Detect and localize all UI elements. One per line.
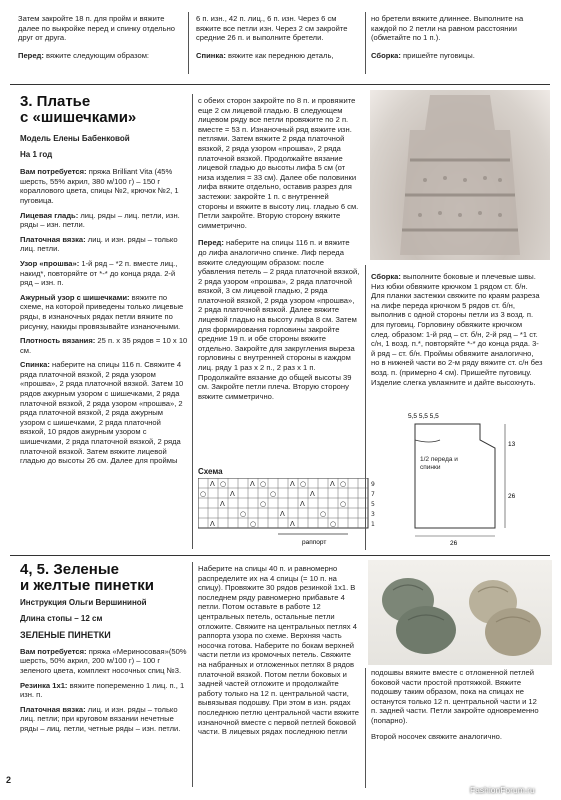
dress-assembly-label: Сборка:: [371, 272, 401, 281]
back-piece-text: наберите на спицы 116 п. Свяжите 4 ряда платочной вязкой, 2 ряда узором «прошва», 2 ряда платочной вязкой. Затем 10 рядов ажурным узором с шишечками, 2 ряда платочной вязкой, 2 ряда узором «прошва», 2 ряда платочной вязкой, 2 ряда ажурным узором с шишечками, 2 ряда платочной вязкой, 10 рядов ажурным узором с шишечками, 2 ряда платочной вязкой, 2 ряда платочной вязкой. Затем вяжите лицевой гладью до высоты 26 см. Далее для проймы: [20, 360, 184, 466]
dress-assembly-text: выполните боковые и плечевые швы. Низ юбки обвяжите крючком 1 рядом ст. б/н. Для планки застежки свяжите по краям разреза на лифе переда крючком 5 рядов ст. б/н, выполнив с одной стороны петли из 3 возд. п. для пуговиц. Горловину обвяжите крючком след. образом: 1-й ряд – ст. б/н, 2-й ряд – *1 ст. с/н, 1 возд. п.*, повторяйте *-* до конца ряда. 3-й ряд – ст. б/н. Проймы обвяжите аналогично, но в нижней части во 2-м ряду вяжите ст. с/н без возд. п. (примерно 4 см). Пришейте пуговицу. Изделие слегка увлажните и дайте высохнуть.: [371, 272, 543, 387]
back-text: вяжите как переднюю деталь,: [225, 50, 334, 60]
pattern-schematic: [400, 410, 520, 548]
garter-label: Платочная вязка:: [20, 234, 86, 244]
svg-text:○: ○: [340, 480, 347, 488]
booties-sole-text: подошвы вяжите вместе с отложенной петлей боковой части простой протяжкой. Вяжите подошву таким образом, пока на спицах не останутся только 12 п. центральной части и 12 п. задней части. Петли закройте одновременно (попарно).: [371, 668, 539, 725]
top-col-3: [371, 14, 543, 65]
svg-text:Λ: Λ: [210, 520, 215, 528]
row-num: 5: [371, 501, 375, 508]
section-divider: [10, 84, 550, 85]
booties-col-3: [371, 668, 543, 746]
svg-text:○: ○: [240, 510, 247, 518]
eyelet-label: Узор «прошва»:: [20, 258, 80, 268]
dress-materials-text: пряжа Brilliant Vita (45% шерсть, 55% акрил, 380 м/100 г) – 150 г кораллового цвета, спицы №2, крючок №2, 1 пуговица.: [20, 167, 179, 205]
booties-photo: [368, 560, 552, 665]
scheme-label: Схема: [198, 467, 223, 476]
svg-text:○: ○: [260, 480, 267, 488]
divider: [188, 12, 189, 74]
booties-col-2: [198, 564, 360, 742]
booties-main-text: Наберите на спицы 40 п. и равномерно распределите их на 4 спицы (= 10 п. на спицу). Провяжите 30 рядов резинкой 1х1. В последнем ряду равномерно прибавьте 4 петли. Потом оставьте в работе 12 центральных петель, остальные петли отложите. Свяжите на центральных петлях 4 раппорта узора по схеме. Верхняя часть носочка готова. Наберите по бокам верхней части петли из кромочных петель. Свяжите на набранных и отложенных петлях 8 рядов платочной вязкой. Потом петли боковых и задней частей отложите и продолжайте работу только на 12 п. центральной части, вывязывая подошву. При этом в изн. рядах последнюю петлю центральной части вяжите изнаночной вместе с первой петлей боковой части. В лицевых рядах последнюю петли: [198, 564, 359, 737]
top-col-2: [196, 14, 361, 65]
front-label: Перед:: [18, 50, 44, 60]
booties-garter-label: Платочная вязка:: [20, 704, 86, 714]
booties-instr: Инструкция Ольги Вершининой: [20, 598, 147, 607]
knitting-chart: [198, 478, 378, 550]
dress-materials-label: Вам потребуется:: [20, 167, 87, 177]
divider: [365, 668, 366, 788]
divider: [365, 12, 366, 74]
divider: [192, 562, 193, 787]
eyelet-text: 1-й ряд – *2 п. вместе лиц., накид*, повторяйте от *-* до конца ряда. 2-й ряд – изн. п.: [20, 258, 178, 288]
svg-text:○: ○: [250, 520, 257, 528]
dress-model: Модель Елены Бабенковой: [20, 134, 130, 143]
back-label: Спинка:: [196, 50, 226, 60]
booties-col-1: [20, 598, 188, 739]
dim-26: 26: [508, 493, 516, 500]
top-col2-text: 6 п. изн., 42 п. лиц., 6 п. изн. Через 6 см вяжите все петли изн. Через 2 см закройте средние 26 п. и выполните бретели.: [196, 14, 348, 43]
gauge-label: Плотность вязания:: [20, 336, 96, 346]
rapport-label: раппорт: [302, 539, 327, 546]
back-piece-label: Спинка:: [20, 360, 50, 370]
dim-13: 13: [508, 441, 516, 448]
dress-title-line1: 3. Платье: [20, 93, 91, 110]
dress-back-cont: с обеих сторон закройте по 8 п. и провяжите еще 2 см лицевой гладью. В следующем лицевом ряду все петли провяжите по 2 п. вместе = 53 п. Изнаночный ряд вяжите изн. петлями. Затем вяжите 2 ряда платочной вязкой, 2 ряда узором «прошва», 2 ряда платочной вязкой. Продолжайте вязание лицевой гладью до высоты лифа 5 см (от низа изделия = 33 см). Далее обе половинки лифа вяжите отдельно, оставив разрез для застежки: закройте 1 п. с внутренней стороны и вяжите в высоту лиц. гладью 6 см. Петли закройте. Вторую сторону вяжите симметрично.: [198, 96, 359, 230]
assembly-label: Сборка:: [371, 50, 401, 60]
section-divider: [10, 555, 550, 556]
svg-text:Λ: Λ: [310, 490, 315, 498]
svg-text:Λ: Λ: [300, 500, 305, 508]
booties-length: Длина стопы – 12 см: [20, 613, 103, 623]
svg-text:○: ○: [320, 510, 327, 518]
row-num: 1: [371, 521, 375, 528]
svg-text:○: ○: [200, 490, 207, 498]
svg-text:○: ○: [260, 500, 267, 508]
svg-text:○: ○: [270, 490, 277, 498]
booties-second-text: Второй носочек свяжите аналогично.: [371, 731, 502, 741]
stockinette-text: лиц. ряды – лиц. петли, изн. ряды – изн. петли.: [20, 210, 180, 230]
row-num: 9: [371, 481, 375, 488]
divider: [192, 94, 193, 549]
garter-text: лиц. и изн. ряды – только лиц. петли.: [20, 234, 178, 254]
booties-materials-label: Вам потребуется:: [20, 646, 87, 656]
top-col1-text: Затем закройте 18 п. для пройм и вяжите далее по выкройке перед и спинку отдельно друг от друга.: [18, 14, 175, 43]
booties-title-line2: и желтые пинетки: [20, 577, 154, 594]
page-number: 2: [6, 775, 12, 785]
row-num: 7: [371, 491, 375, 498]
lace-label: Ажурный узор с шишечками:: [20, 292, 130, 302]
dress-col-3: [371, 272, 543, 392]
svg-text:○: ○: [300, 480, 307, 488]
dress-front-label: Перед:: [198, 238, 224, 248]
booties-materials-text: пряжа «Мериносовая»(50% шерсть, 50% акрил, 200 м/100 г) – 100 г зеленого цвета, комплект носочных спиц №3.: [20, 646, 187, 675]
dress-photo: [370, 90, 550, 260]
front-text: вяжите следующим образом:: [43, 50, 150, 60]
dress-col-1: [20, 134, 188, 471]
top-col3-text: но бретели вяжите длиннее. Выполните на каждой по 2 петли на равном расстоянии (обметайте по 1 п.).: [371, 14, 524, 43]
booties-sub: ЗЕЛЕНЫЕ ПИНЕТКИ: [20, 630, 111, 641]
watermark: FashionForum.ru: [470, 785, 535, 795]
svg-text:Λ: Λ: [220, 500, 225, 508]
svg-text:Λ: Λ: [230, 490, 235, 498]
gauge-text: 25 п. х 35 рядов = 10 х 10 см.: [20, 336, 188, 355]
dress-age: На 1 год: [20, 149, 53, 159]
lace-text: вяжите по схеме, на которой приведены только лицевые ряды, в изнаночных рядах петли вяжите по рисунку, накиды провязывайте изнаночными.: [20, 292, 184, 331]
dim-26-width: 26: [450, 540, 458, 547]
booties-title-line1: 4, 5. Зеленые: [20, 561, 119, 578]
dress-front-text: наберите на спицы 116 п. и вяжите до лифа аналогично спинке. Лиф переда вяжите следующим образом: после убавления петель – 2 ряда платочной вязкой, 2 ряда узором «прошва», 2 ряда платочной вязкой, 3 см лицевой гладью, 2 ряда платочной вязкой, 2 ряда узором «прошва», 2 ряда платочной вязкой. Далее вяжите лицевой гладью на высоту лифа 8 см. Затем для формирования горловины закройте средние 19 п. и обе стороны вяжите отдельно. Закройте для закругления выреза горловины с внутренней стороны в каждом лиц. ряду 1 раз х 2 п., 2 раз х 1 п. Продолжайте вязание до общей высоты 39 см. Закройте петли плеча. Вторую сторону вяжите симметрично.: [198, 238, 360, 401]
divider: [365, 265, 366, 550]
top-col-1: [18, 14, 178, 65]
assembly-text: пришейте пуговицы.: [400, 50, 475, 60]
pattern-top-dims: 5,5 5,5 5,5: [408, 413, 439, 420]
svg-text:Λ: Λ: [210, 480, 215, 488]
dress-title: [20, 94, 190, 126]
dress-title-line2: с «шишечками»: [20, 109, 137, 126]
booties-garter-text: лиц. и изн. ряды – только лиц. петли; при круговом вязании нечетные ряды – лиц. петли, четные ряды – изн. петли.: [20, 704, 181, 733]
svg-text:Λ: Λ: [330, 480, 335, 488]
stockinette-label: Лицевая гладь:: [20, 210, 79, 220]
booties-title: [20, 562, 190, 594]
svg-text:○: ○: [220, 480, 227, 488]
svg-text:Λ: Λ: [280, 510, 285, 518]
svg-text:○: ○: [340, 500, 347, 508]
svg-text:○: ○: [330, 520, 337, 528]
dress-col-2: [198, 96, 360, 406]
rib-label: Резинка 1х1:: [20, 680, 68, 690]
row-num: 3: [371, 511, 375, 518]
pattern-side-label: 1/2 переда и спинки: [420, 456, 458, 471]
svg-text:Λ: Λ: [290, 480, 295, 488]
rib-text: вяжите попеременно 1 лиц. п., 1 изн. п.: [20, 680, 185, 700]
svg-text:Λ: Λ: [250, 480, 255, 488]
svg-text:Λ: Λ: [290, 520, 295, 528]
